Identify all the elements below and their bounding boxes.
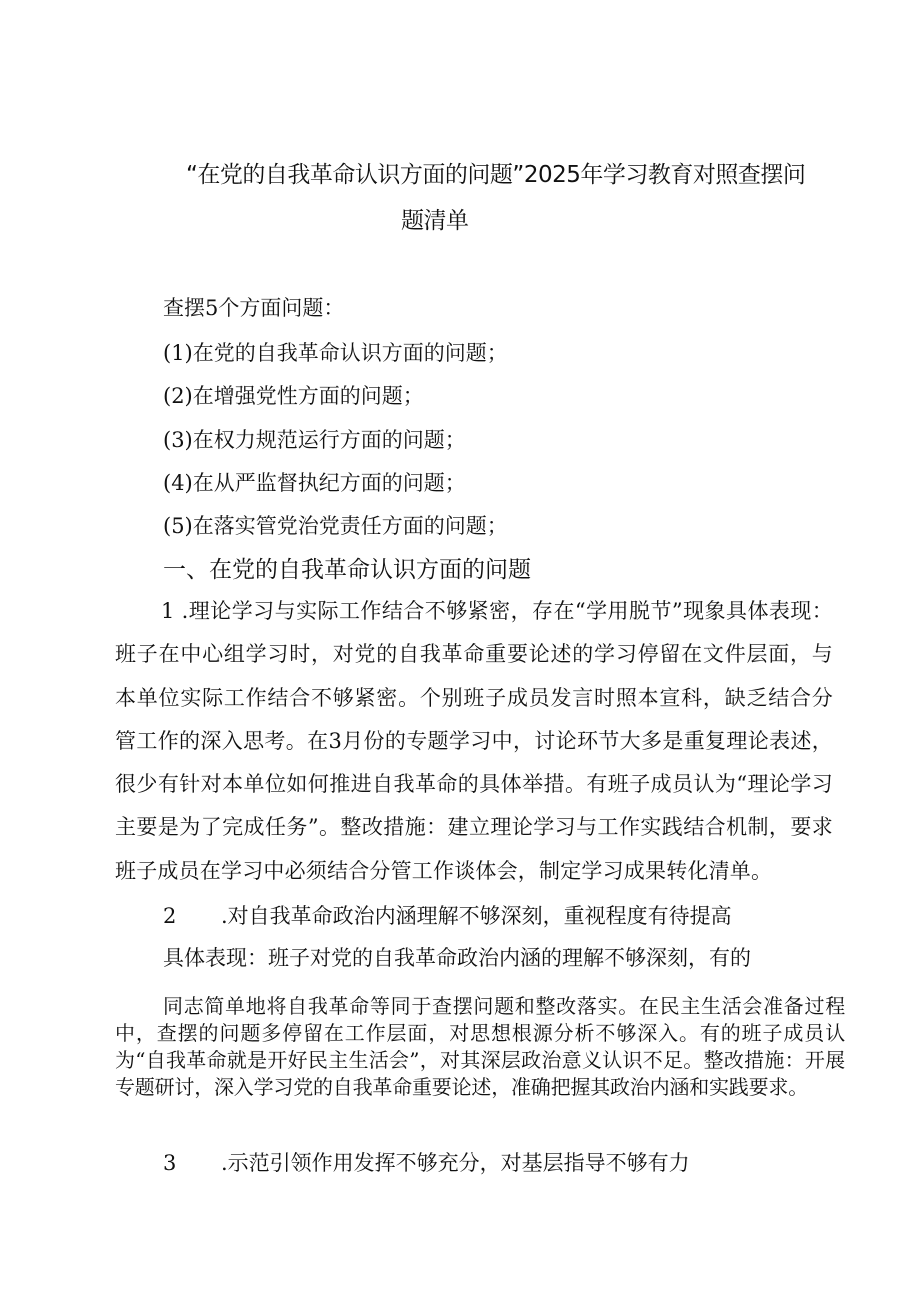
aspect-item-1: (1)在党的自我革命认识方面的问题； bbox=[163, 341, 508, 365]
item-1-paragraph: 1 .理论学习与实际工作结合不够紧密，存在“学用脱节”现象具体表现：班子在中心组学习时，对党的自我革命重要论述的学习停留在文件层面，与本单位实际工作结合不够紧密。个别班子成员发言时照本宣科，缺乏结合分管工作的深入思考。在3月份的专题学习中，讨论环节大多是重复理论表述，很少有针对本单位如何推进自我革命的具体举措。有班子成员认为“理论学习主要是为了完成任务”。整改措施：建立理论学习与工作实践结合机制，要求班子成员在学习中必须结合分管工作谈体会，制定学习成果转化清单。 bbox=[115, 599, 833, 883]
aspect-item-4: (4)在从严监督执纪方面的问题； bbox=[163, 471, 466, 495]
item-2-detail-line: 具体表现：班子对党的自我革命政治内涵的理解不够深刻，有的 bbox=[163, 946, 751, 970]
item-3-heading bbox=[163, 1147, 690, 1177]
item-2-heading bbox=[163, 900, 732, 930]
item-3-number: 3 bbox=[163, 1151, 177, 1175]
item-2-title: .对自我革命政治内涵理解不够深刻，重视程度有待提高 bbox=[221, 904, 732, 928]
document-title-line-2: 题清单 bbox=[401, 208, 469, 234]
item-3-title: .示范引领作用发挥不够充分，对基层指导不够有力 bbox=[221, 1151, 690, 1175]
aspect-item-3: (3)在权力规范运行方面的问题； bbox=[163, 428, 466, 452]
aspect-item-5: (5)在落实管党治党责任方面的问题； bbox=[163, 514, 508, 538]
item-2-paragraph: 同志简单地将自我革命等同于查摆问题和整改落实。在民主生活会准备过程中，查摆的问题多停留在工作层面，对思想根源分析不够深入。有的班子成员认为“自我革命就是开好民主生活会”，对其深层政治意义认识不足。整改措施：开展专题研讨，深入学习党的自我革命重要论述，准确把握其政治内涵和实践要求。 bbox=[115, 994, 845, 1099]
intro-text: 查摆5个方面问题： bbox=[163, 296, 345, 320]
item-2-number: 2 bbox=[163, 904, 177, 928]
aspect-item-2: (2)在增强党性方面的问题； bbox=[163, 384, 424, 408]
section-1-heading: 一、在党的自我革命认识方面的问题 bbox=[163, 557, 531, 583]
document-title-line-1: “在党的自我革命认识方面的问题”2025年学习教育对照查摆问 bbox=[186, 162, 806, 188]
